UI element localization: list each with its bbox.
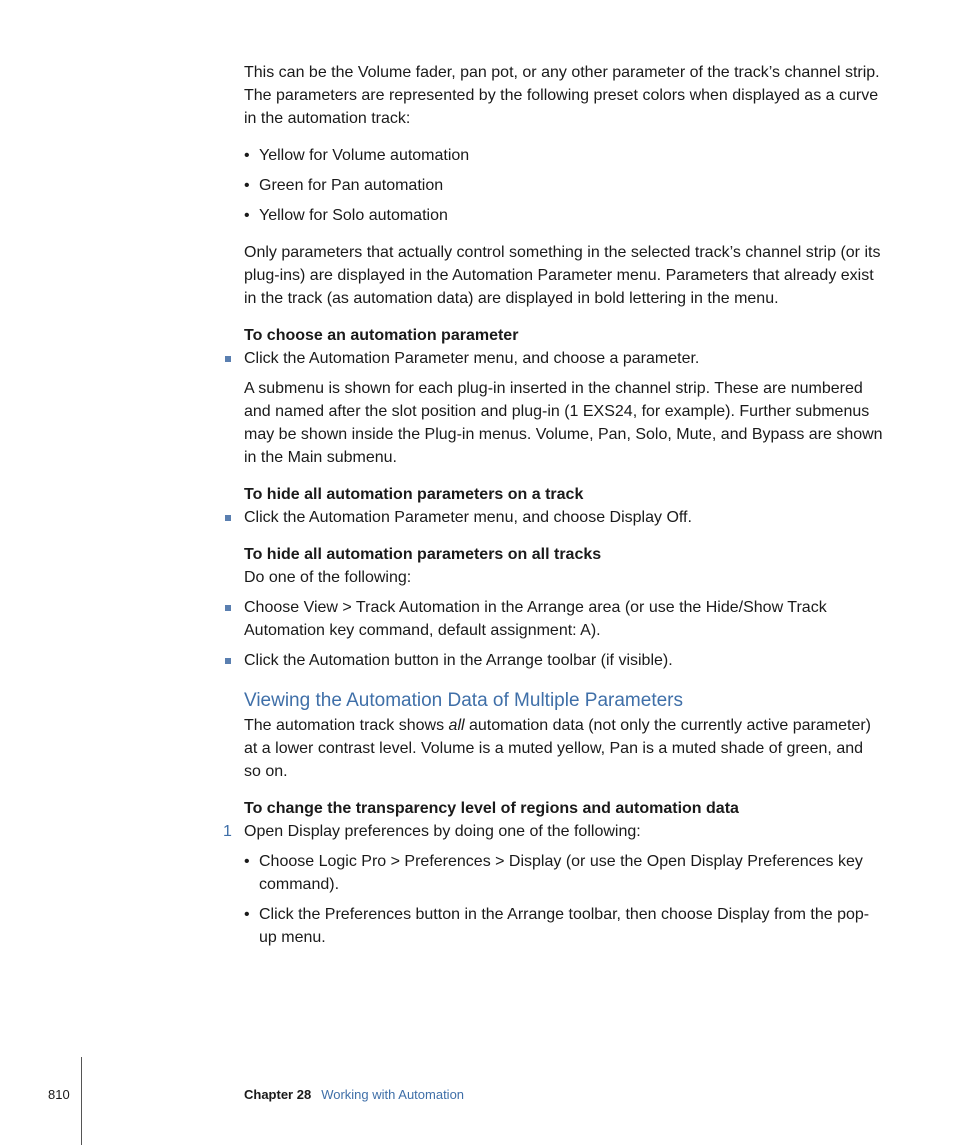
list-item [244,850,884,896]
step-number: 1 [223,823,232,840]
section-text: automation data (not only the currently active parameter) at a lower contrast level. Volume is a muted yellow, Pan is a muted shade of green, and so on. [244,717,871,780]
display-prefs-bullet-list [244,850,884,949]
list-item [244,204,884,227]
page-content [223,61,884,963]
task-heading: To hide all automation parameters on all tracks [244,546,602,563]
bullet-icon: • [244,177,250,194]
submenu-note: A submenu is shown for each plug-in inserted in the channel strip. These are numbered and named after the slot position and plug-in (1 EXS24, for example). Further submenus may be shown inside the Plug-in menus. Volume, Pan, Solo, Mute, and Bypass are shown in the Main submenu. [244,380,883,466]
task-heading: To hide all automation parameters on a track [244,486,584,503]
emphasis-text: all [448,717,465,734]
bullet-icon: • [244,906,250,923]
intro-paragraph: This can be the Volume fader, pan pot, or any other parameter of the track’s channel strip. The parameters are represented by the following preset colors when displayed as a curve in the automation track: [244,64,880,127]
bullet-icon: • [244,853,250,870]
list-item [244,174,884,197]
page-number: 810 [48,1087,70,1102]
square-bullet-icon [225,356,231,362]
section-text: The automation track shows [244,717,449,734]
square-bullet-icon [225,605,231,611]
chapter-title: Working with Automation [321,1087,465,1102]
parameters-paragraph: Only parameters that actually control something in the selected track’s channel strip (or its plug-ins) are displayed in the Automation Parameter menu. Parameters that already exist in the track (as automation data) are displayed in bold lettering in the menu. [244,244,881,307]
footer-divider [81,1057,82,1145]
task-step [244,649,884,672]
color-bullet-list [244,144,884,227]
square-bullet-icon [225,515,231,521]
numbered-step [223,820,884,843]
chapter-label: Chapter 28 [244,1087,312,1102]
list-item-text: Green for Pan automation [259,177,444,194]
task-heading: To change the transparency level of regions and automation data [244,800,739,817]
list-item [244,903,884,949]
task-step [244,506,884,529]
bullet-icon: • [244,207,250,224]
task-step-text: Click the Automation Parameter menu, and choose Display Off. [244,509,692,526]
task-step-text: Choose View > Track Automation in the Arrange area (or use the Hide/Show Track Automation key command, default assignment: A). [244,599,827,639]
list-item-text: Yellow for Volume automation [259,147,470,164]
task-step-text: Click the Automation Parameter menu, and choose a parameter. [244,350,700,367]
task-step [244,596,884,642]
bullet-icon: • [244,147,250,164]
list-item-text: Yellow for Solo automation [259,207,448,224]
list-item-text: Choose Logic Pro > Preferences > Display (or use the Open Display Preferences key command). [259,853,863,893]
square-bullet-icon [225,658,231,664]
list-item [244,144,884,167]
task-heading: To choose an automation parameter [244,327,519,344]
list-item-text: Click the Preferences button in the Arrange toolbar, then choose Display from the pop-up menu. [259,906,870,946]
task-step-text: Open Display preferences by doing one of the following: [244,823,641,840]
chapter-footer [244,1087,464,1102]
section-heading: Viewing the Automation Data of Multiple Parameters [244,690,683,711]
task-step [244,347,884,370]
section-paragraph [244,714,884,783]
task-step-text: Click the Automation button in the Arrange toolbar (if visible). [244,652,673,669]
task-intro: Do one of the following: [244,569,412,586]
